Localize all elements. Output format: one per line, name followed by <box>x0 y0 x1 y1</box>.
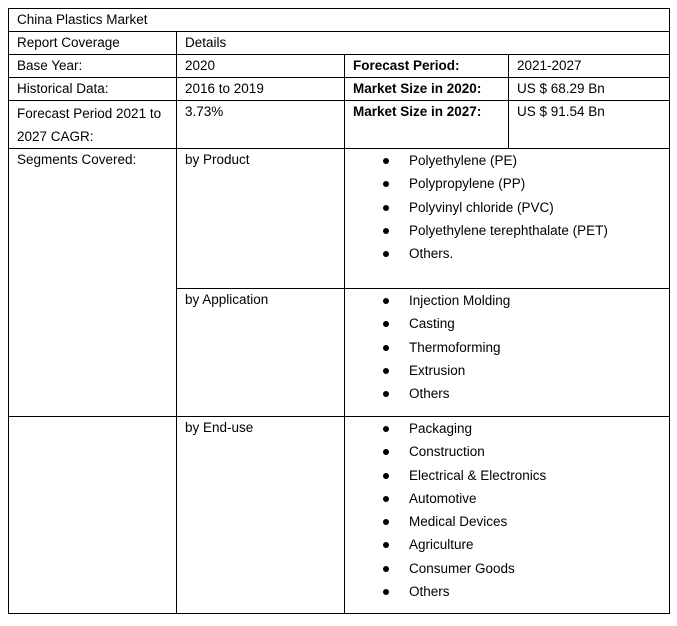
list-item: Construction <box>379 440 669 463</box>
row-label: Historical Data: <box>9 78 177 101</box>
segment-list <box>353 149 669 265</box>
table-row <box>9 55 670 78</box>
header-coverage: Report Coverage <box>9 32 177 55</box>
table-row <box>9 417 670 614</box>
list-item: Polyethylene terephthalate (PET) <box>379 219 669 242</box>
row-value: 3.73% <box>177 101 345 149</box>
empty-cell <box>9 417 177 614</box>
list-item: Thermoforming <box>379 336 669 359</box>
row-value: 2021-2027 <box>509 55 670 78</box>
list-item: Polyvinyl chloride (PVC) <box>379 196 669 219</box>
list-item: Casting <box>379 312 669 335</box>
list-item: Agriculture <box>379 533 669 556</box>
row-value: 2016 to 2019 <box>177 78 345 101</box>
list-item: Consumer Goods <box>379 557 669 580</box>
header-details: Details <box>177 32 670 55</box>
list-item: Packaging <box>379 417 669 440</box>
row-label: Forecast Period: <box>345 55 509 78</box>
list-item: Automotive <box>379 487 669 510</box>
row-value: US $ 91.54 Bn <box>509 101 670 149</box>
segment-name: by Product <box>177 149 345 289</box>
list-item: Polypropylene (PP) <box>379 172 669 195</box>
segment-list <box>353 289 669 405</box>
list-item: Injection Molding <box>379 289 669 312</box>
list-item: Polyethylene (PE) <box>379 149 669 172</box>
table-row <box>9 78 670 101</box>
row-label: Market Size in 2020: <box>345 78 509 101</box>
list-item: Electrical & Electronics <box>379 464 669 487</box>
segment-name: by End-use <box>177 417 345 614</box>
segments-label: Segments Covered: <box>9 149 177 417</box>
table-row <box>9 101 670 149</box>
list-item: Others. <box>379 242 669 265</box>
list-item: Others <box>379 382 669 405</box>
table-title: China Plastics Market <box>9 9 670 32</box>
segment-name: by Application <box>177 289 345 417</box>
row-label: Forecast Period 2021 to 2027 CAGR: <box>9 101 177 149</box>
table-row <box>9 149 670 289</box>
row-value: US $ 68.29 Bn <box>509 78 670 101</box>
row-label: Base Year: <box>9 55 177 78</box>
list-item: Medical Devices <box>379 510 669 533</box>
list-item: Extrusion <box>379 359 669 382</box>
list-item: Others <box>379 580 669 603</box>
row-label: Market Size in 2027: <box>345 101 509 149</box>
market-report-table <box>8 8 670 614</box>
segment-list <box>353 417 669 603</box>
row-value: 2020 <box>177 55 345 78</box>
